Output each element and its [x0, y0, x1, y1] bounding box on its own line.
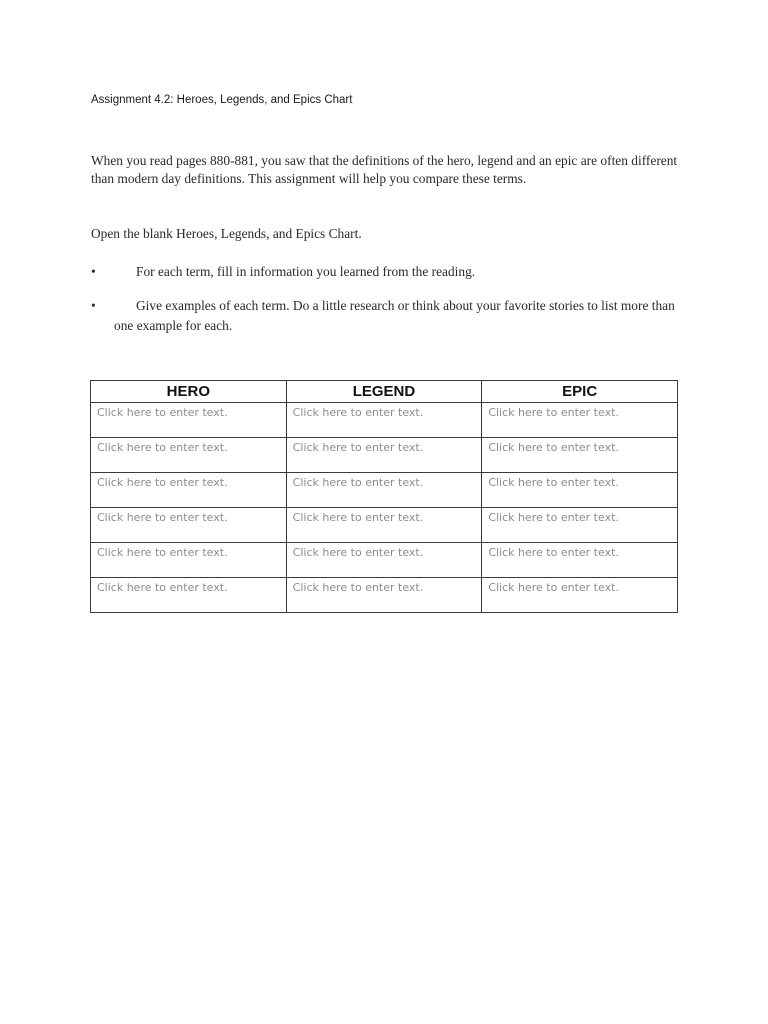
bullet-icon: •: [91, 298, 96, 313]
bullet-text: For each term, fill in information you learned from the reading.: [136, 264, 476, 279]
table-row: [91, 403, 678, 438]
epic-text-field[interactable]: [482, 438, 678, 473]
placeholder-text: Click here to enter text.: [488, 406, 619, 419]
open-chart-instruction: Open the blank Heroes, Legends, and Epics Chart.: [91, 226, 362, 241]
legend-text-field[interactable]: [286, 543, 482, 578]
hero-text-field[interactable]: [91, 438, 287, 473]
hero-text-field[interactable]: [91, 508, 287, 543]
table-row: [91, 543, 678, 578]
placeholder-text: Click here to enter text.: [488, 581, 619, 594]
assignment-title: Assignment 4.2: Heroes, Legends, and Epics Chart: [91, 94, 353, 106]
epic-text-field[interactable]: [482, 543, 678, 578]
bullet-icon: •: [91, 264, 96, 279]
column-header-hero: HERO: [91, 381, 287, 403]
hero-text-field[interactable]: [91, 403, 287, 438]
placeholder-text: Click here to enter text.: [97, 546, 228, 559]
intro-paragraph: When you read pages 880-881, you saw that the definitions of the hero, legend and an epic are often different than modern day definitions. This assignment will help you compare these terms.: [91, 153, 678, 186]
hero-text-field[interactable]: [91, 473, 287, 508]
table-row: [91, 473, 678, 508]
placeholder-text: Click here to enter text.: [97, 476, 228, 489]
placeholder-text: Click here to enter text.: [97, 581, 228, 594]
placeholder-text: Click here to enter text.: [292, 406, 424, 419]
epic-text-field[interactable]: [482, 578, 678, 613]
column-header-epic: EPIC: [482, 381, 678, 403]
table-row: [91, 508, 678, 543]
heroes-legends-epics-table: [90, 380, 678, 613]
placeholder-text: Click here to enter text.: [292, 581, 424, 594]
legend-text-field[interactable]: [286, 438, 482, 473]
bullet-item-examples: [91, 296, 691, 336]
placeholder-text: Click here to enter text.: [97, 441, 228, 454]
placeholder-text: Click here to enter text.: [97, 511, 228, 524]
table-row: [91, 578, 678, 613]
legend-text-field[interactable]: [286, 578, 482, 613]
bullet-item-fill-in: [91, 262, 691, 282]
placeholder-text: Click here to enter text.: [488, 511, 619, 524]
epic-text-field[interactable]: [482, 508, 678, 543]
table-row: [91, 438, 678, 473]
placeholder-text: Click here to enter text.: [488, 546, 619, 559]
legend-text-field[interactable]: [286, 508, 482, 543]
column-header-legend: LEGEND: [286, 381, 482, 403]
placeholder-text: Click here to enter text.: [292, 476, 424, 489]
bullet-text: Give examples of each term. Do a little research or think about your favorite stories to list more than one example for each.: [114, 298, 675, 333]
hero-text-field[interactable]: [91, 543, 287, 578]
placeholder-text: Click here to enter text.: [292, 441, 424, 454]
placeholder-text: Click here to enter text.: [488, 476, 619, 489]
table-header-row: [91, 381, 678, 403]
epic-text-field[interactable]: [482, 473, 678, 508]
epic-text-field[interactable]: [482, 403, 678, 438]
legend-text-field[interactable]: [286, 473, 482, 508]
hero-text-field[interactable]: [91, 578, 287, 613]
placeholder-text: Click here to enter text.: [97, 406, 228, 419]
placeholder-text: Click here to enter text.: [488, 441, 619, 454]
placeholder-text: Click here to enter text.: [292, 546, 424, 559]
placeholder-text: Click here to enter text.: [292, 511, 424, 524]
legend-text-field[interactable]: [286, 403, 482, 438]
